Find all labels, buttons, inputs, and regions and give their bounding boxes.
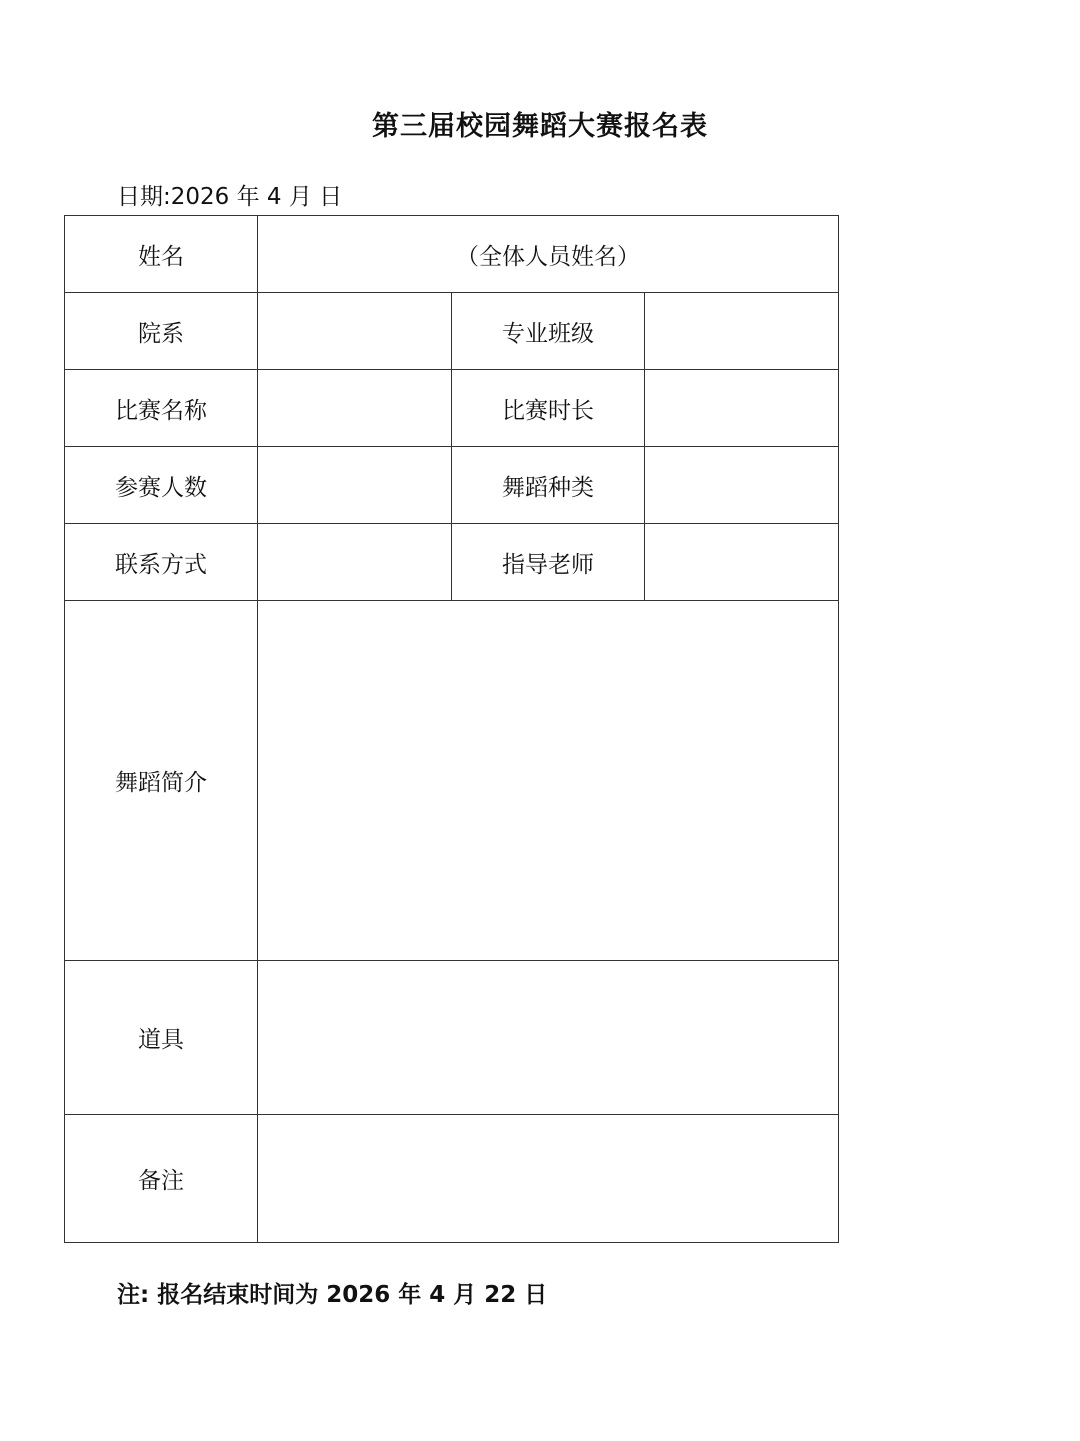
participant-count-label: 参赛人数 <box>65 447 258 524</box>
name-label: 姓名 <box>65 216 258 293</box>
dance-type-field[interactable] <box>645 447 839 524</box>
instructor-field[interactable] <box>645 524 839 601</box>
form-title: 第三届校园舞蹈大赛报名表 <box>372 111 708 142</box>
remarks-label: 备注 <box>65 1115 258 1243</box>
department-label: 院系 <box>65 293 258 370</box>
department-field[interactable] <box>258 293 452 370</box>
contact-field[interactable] <box>258 524 452 601</box>
row-participants <box>65 447 839 524</box>
major-class-label: 专业班级 <box>452 293 645 370</box>
dance-type-label: 舞蹈种类 <box>452 447 645 524</box>
deadline-note: 注: 报名结束时间为 2026 年 4 月 22 日 <box>117 1282 548 1308</box>
row-dance-intro <box>65 601 839 961</box>
props-label: 道具 <box>65 961 258 1115</box>
row-name <box>65 216 839 293</box>
contest-name-field[interactable] <box>258 370 452 447</box>
contact-label: 联系方式 <box>65 524 258 601</box>
contest-name-label: 比赛名称 <box>65 370 258 447</box>
dance-intro-label: 舞蹈简介 <box>65 601 258 961</box>
date-line: 日期:2026 年 4 月 日 <box>117 184 343 210</box>
contest-duration-field[interactable] <box>645 370 839 447</box>
row-contest <box>65 370 839 447</box>
props-field[interactable] <box>258 961 839 1115</box>
participant-count-field[interactable] <box>258 447 452 524</box>
major-class-field[interactable] <box>645 293 839 370</box>
registration-form-table <box>64 215 839 1243</box>
instructor-label: 指导老师 <box>452 524 645 601</box>
row-remarks <box>65 1115 839 1243</box>
row-contact <box>65 524 839 601</box>
row-department <box>65 293 839 370</box>
dance-intro-field[interactable] <box>258 601 839 961</box>
name-field[interactable]: （全体人员姓名） <box>258 216 839 293</box>
row-props <box>65 961 839 1115</box>
contest-duration-label: 比赛时长 <box>452 370 645 447</box>
remarks-field[interactable] <box>258 1115 839 1243</box>
